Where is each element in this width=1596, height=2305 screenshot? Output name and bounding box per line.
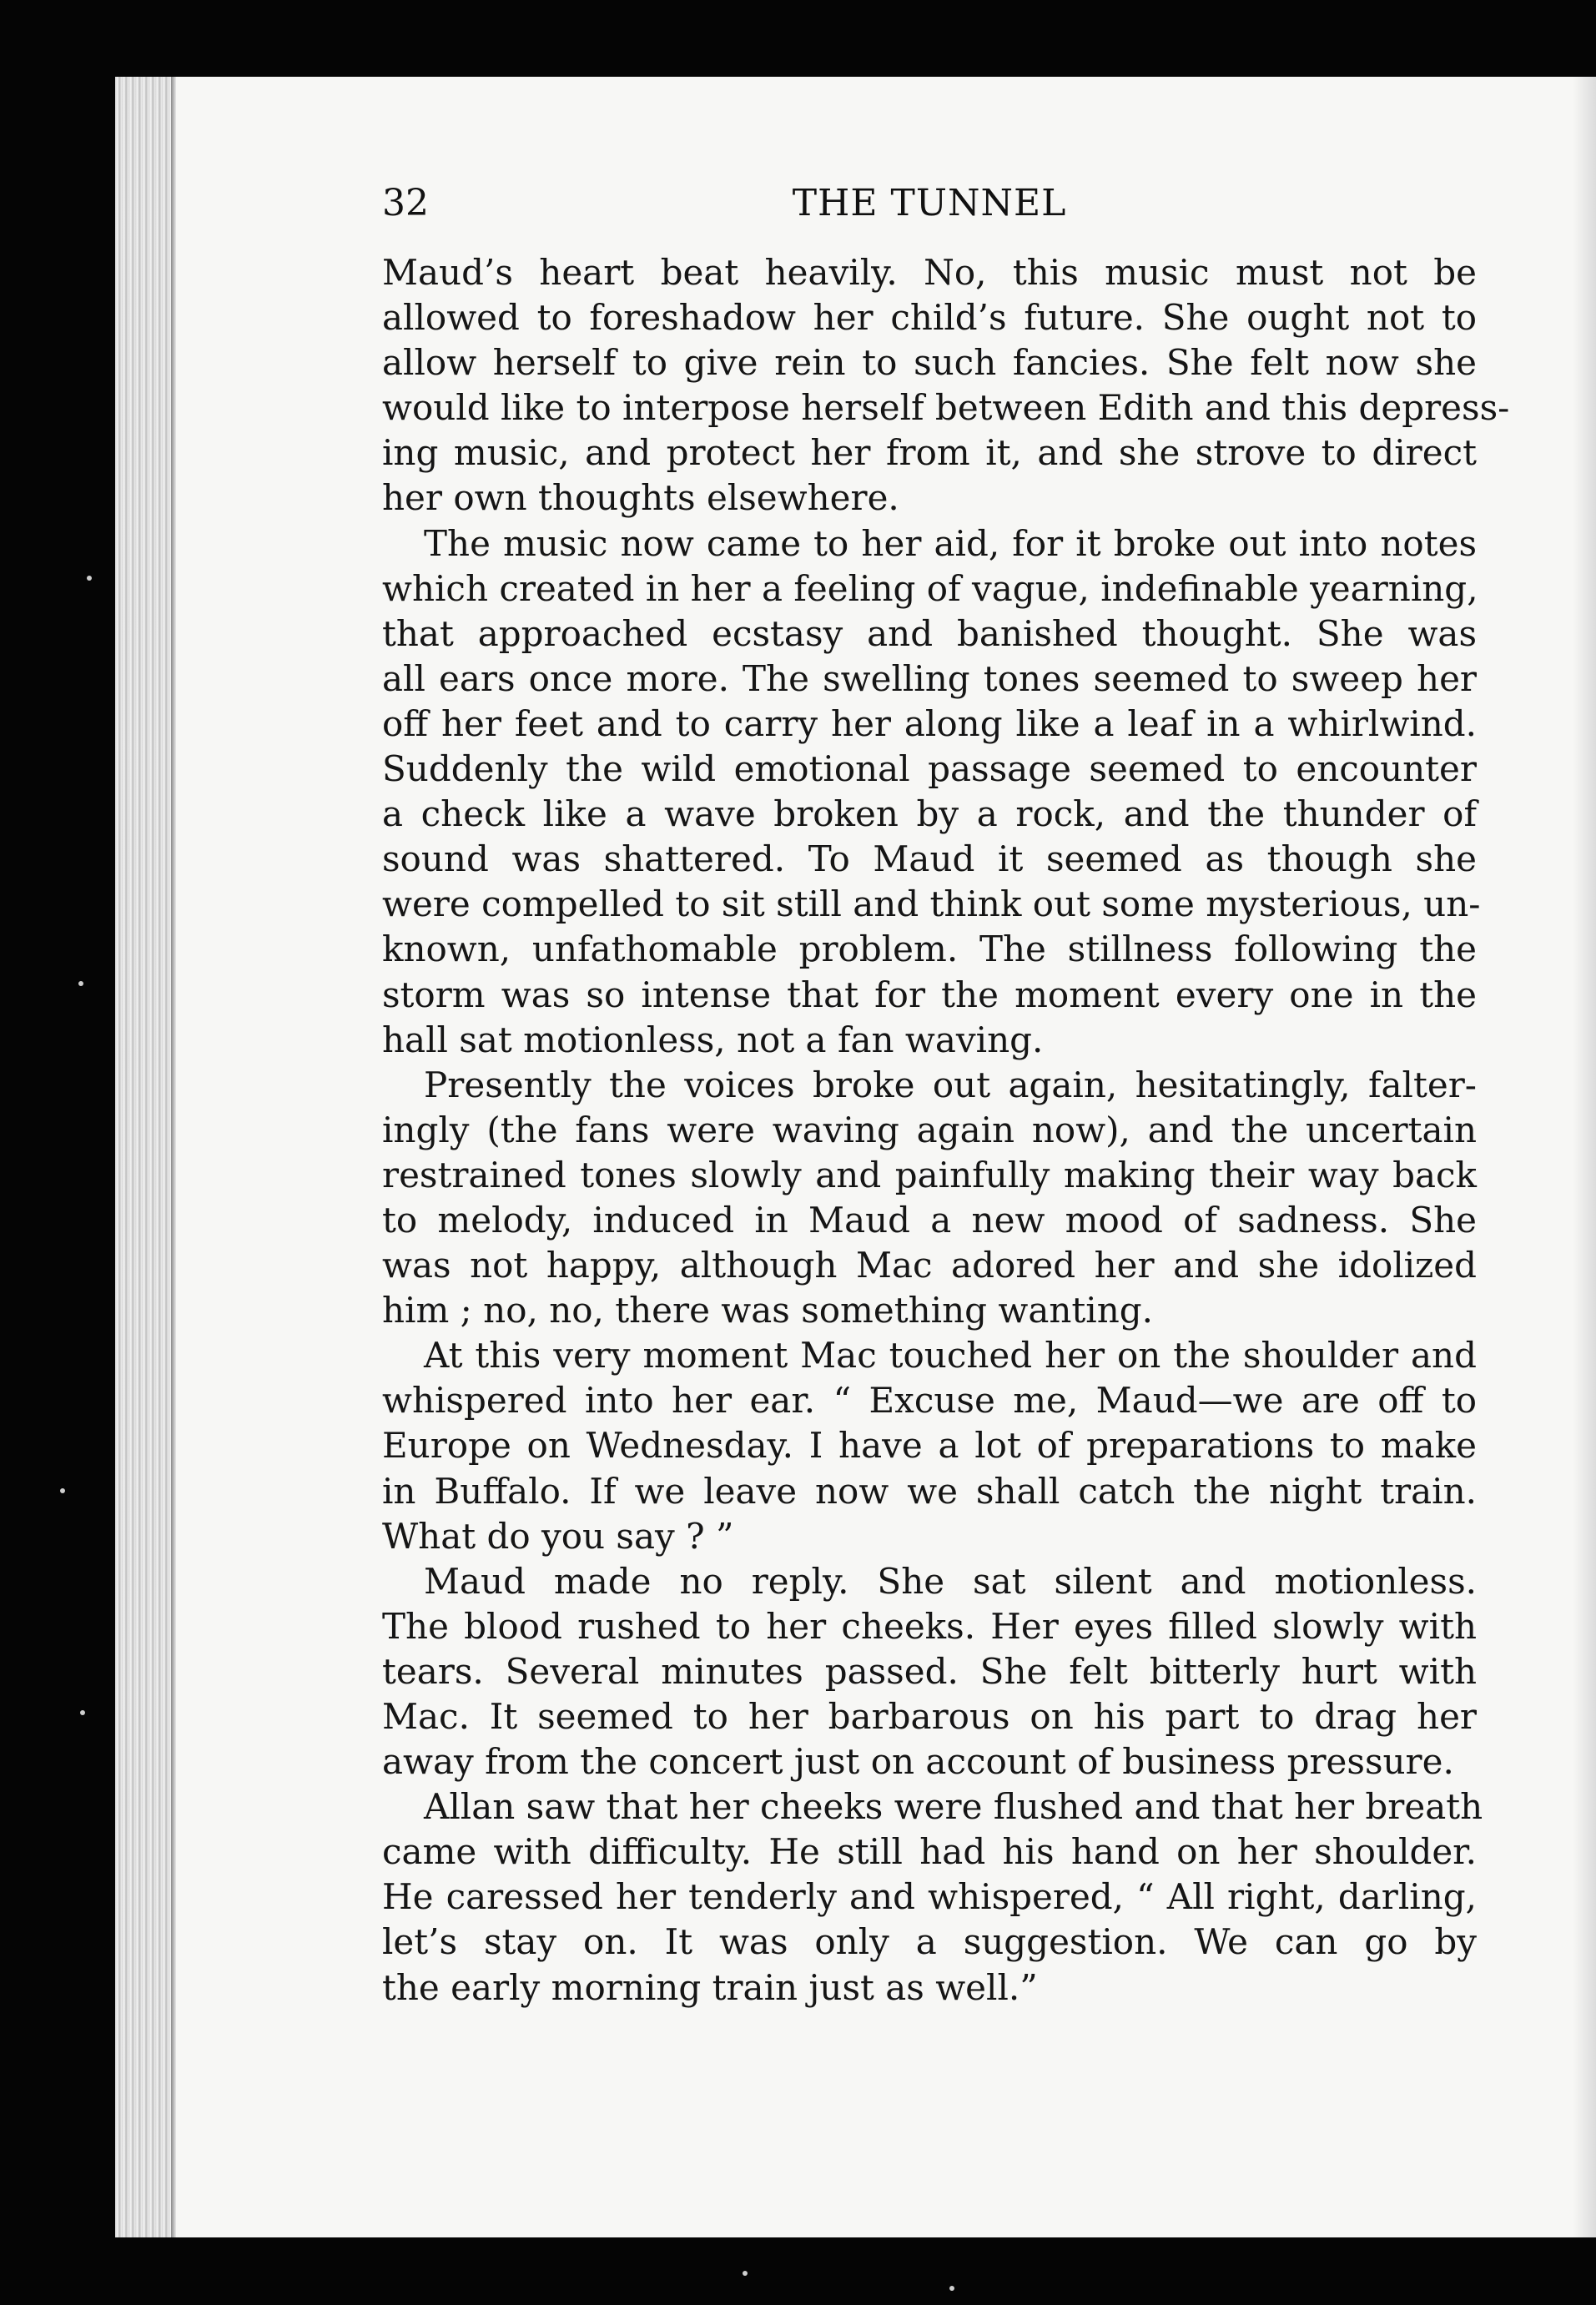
text-line: to melody, induced in Maud a new mood of sadness. She — [382, 1199, 1477, 1241]
text-line: allowed to foreshadow her child’s future. She ought not to — [382, 297, 1477, 339]
text-line: came with difficulty. He still had his hand on her shoulder. — [382, 1831, 1477, 1873]
paragraph — [382, 1333, 1477, 1558]
paragraph — [382, 521, 1481, 1063]
paragraph — [382, 250, 1510, 521]
text-line: that approached ecstasy and banished thought. She was — [382, 612, 1477, 654]
speck — [60, 1488, 65, 1493]
speck — [743, 2271, 748, 2276]
paragraph — [382, 1784, 1483, 2010]
text-line: would like to interpose herself between Edith and this depress- — [382, 387, 1510, 429]
speck — [87, 576, 92, 581]
body-text — [382, 250, 1510, 2011]
text-line: Maud made no reply. She sat silent and motionless. — [424, 1560, 1477, 1602]
text-line: tears. Several minutes passed. She felt bitterly hurt with — [382, 1650, 1477, 1692]
page-header — [382, 182, 1477, 232]
text-line: allow herself to give rein to such fancies. She felt now she — [382, 342, 1477, 384]
text-line: Maud’s heart beat heavily. No, this music must not be — [382, 252, 1477, 293]
text-line: hall sat motionless, not a fan waving. — [382, 1019, 1044, 1060]
page-right-edge — [1573, 77, 1596, 2237]
text-line: all ears once more. The swelling tones seemed to sweep her — [382, 657, 1477, 699]
text-line: known, unfathomable problem. The stillness following the — [382, 929, 1477, 970]
page-gutter — [171, 77, 176, 2237]
text-line: Mac. It seemed to her barbarous on his part to drag her — [382, 1696, 1477, 1737]
text-line: The blood rushed to her cheeks. Her eyes filled slowly with — [382, 1605, 1477, 1647]
text-line: whispered into her ear. “ Excuse me, Maud—we are off to — [382, 1380, 1477, 1422]
text-line: Suddenly the wild emotional passage seemed to encounter — [382, 748, 1477, 790]
text-line: sound was shattered. To Maud it seemed as though she — [382, 838, 1477, 880]
text-line: the early morning train just as well.” — [382, 1966, 1038, 2008]
text-line: Europe on Wednesday. I have a lot of preparations to make — [382, 1425, 1477, 1467]
text-line: which created in her a feeling of vague, indefinable yearning, — [382, 567, 1478, 609]
text-line: Allan saw that her cheeks were flushed and that her breath — [424, 1786, 1483, 1828]
text-line: in Buffalo. If we leave now we shall catch the night train. — [382, 1470, 1477, 1512]
text-line: him ; no, no, there was something wanting. — [382, 1290, 1153, 1331]
paragraph — [382, 1559, 1477, 1784]
speck — [949, 2286, 954, 2291]
running-title: THE TUNNEL — [792, 182, 1067, 224]
text-line: Presently the voices broke out again, hesitatingly, falter- — [424, 1064, 1477, 1105]
text-line: let’s stay on. It was only a suggestion. We can go by — [382, 1921, 1477, 1963]
text-line: At this very moment Mac touched her on the shoulder and — [424, 1335, 1477, 1376]
page-number: 32 — [382, 182, 429, 224]
text-line: was not happy, although Mac adored her and she idolized — [382, 1245, 1477, 1286]
text-line: were compelled to sit still and think out some mysterious, un- — [382, 883, 1481, 925]
text-line: off her feet and to carry her along like a leaf in a whirlwind. — [382, 702, 1477, 744]
text-line: a check like a wave broken by a rock, and the thunder of — [382, 793, 1477, 835]
text-line: He caressed her tenderly and whispered, “ All right, darling, — [382, 1876, 1477, 1918]
text-line: ing music, and protect her from it, and she strove to direct — [382, 432, 1477, 474]
text-line: away from the concert just on account of business pressure. — [382, 1741, 1454, 1783]
text-line: storm was so intense that for the moment every one in the — [382, 974, 1477, 1015]
text-line: What do you say ? ” — [382, 1515, 734, 1557]
speck — [80, 1710, 85, 1715]
text-line: ingly (the fans were waving again now), and the uncertain — [382, 1109, 1477, 1150]
speck — [78, 981, 83, 986]
text-line: her own thoughts elsewhere. — [382, 477, 899, 519]
text-line: restrained tones slowly and painfully making their way back — [382, 1154, 1477, 1195]
paragraph — [382, 1063, 1477, 1334]
text-line: The music now came to her aid, for it broke out into notes — [424, 522, 1477, 564]
